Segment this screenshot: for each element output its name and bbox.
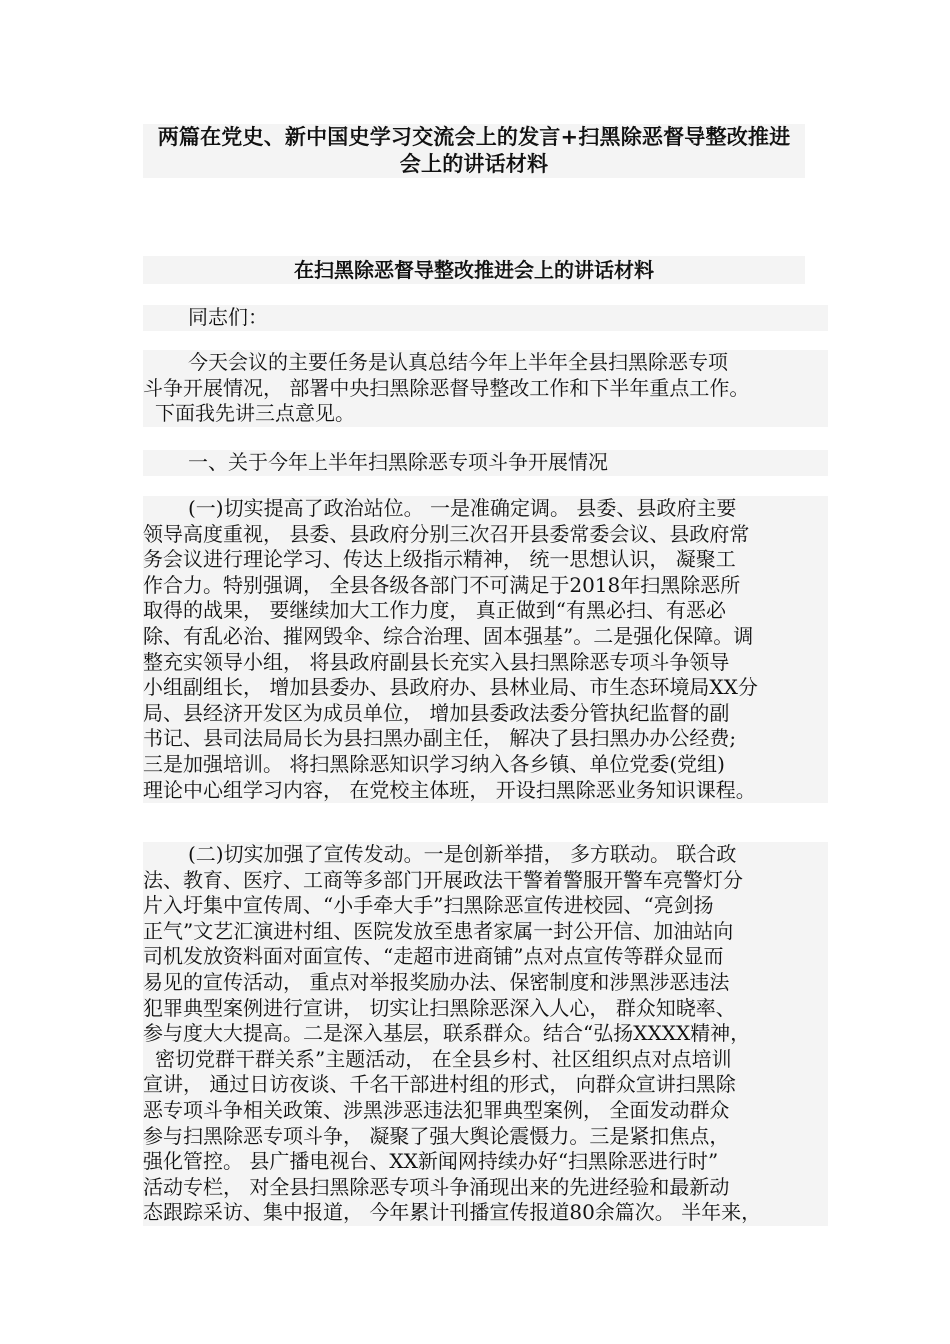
paragraph-line: 犯罪典型案例进行宣讲， 切实让扫黑除恶深入人心， 群众知晓率、 (143, 996, 828, 1022)
section-heading-text: 一、关于今年上半年扫黑除恶专项斗争开展情况 (143, 450, 828, 476)
paragraph-line: 密切党群干群关系”主题活动， 在全县乡村、社区组织点对点培训 (143, 1047, 828, 1073)
paragraph-intro (143, 350, 828, 427)
paragraph-line: 下面我先讲三点意见。 (143, 401, 828, 427)
paragraph-publicity (143, 842, 828, 1226)
document-title (143, 124, 805, 178)
paragraph-line: 理论中心组学习内容， 在党校主体班， 开设扫黑除恶业务知识课程。 (143, 778, 828, 804)
paragraph-line: 小组副组长， 增加县委办、县政府办、县林业局、市生态环境局XX分 (143, 675, 828, 701)
paragraph-line: 取得的战果， 要继续加大工作力度， 真正做到“有黑必扫、有恶必 (143, 598, 828, 624)
paragraph-line: 三是加强培训。 将扫黑除恶知识学习纳入各乡镇、单位党委(党组) (143, 752, 828, 778)
paragraph-line: 易见的宣传活动， 重点对举报奖励办法、保密制度和涉黑涉恶违法 (143, 970, 828, 996)
paragraph-line: 恶专项斗争相关政策、涉黑涉恶违法犯罪典型案例， 全面发动群众 (143, 1098, 828, 1124)
paragraph-line: 司机发放资料面对面宣传、“走超市进商铺”点对点宣传等群众显而 (143, 944, 828, 970)
paragraph-line: 态跟踪采访、集中报道， 今年累计刊播宣传报道80余篇次。 半年来， (143, 1200, 828, 1226)
paragraph-line: 今天会议的主要任务是认真总结今年上半年全县扫黑除恶专项 (143, 350, 828, 376)
section-title: 在扫黑除恶督导整改推进会上的讲话材料 (143, 256, 805, 284)
greeting (143, 305, 828, 331)
paragraph-line: 除、有乱必治、摧网毁伞、综合治理、固本强基”。二是强化保障。调 (143, 624, 828, 650)
paragraph-line: (二)切实加强了宣传发动。一是创新举措， 多方联动。 联合政 (143, 842, 828, 868)
paragraph-line: (一)切实提高了政治站位。 一是准确定调。 县委、县政府主要 (143, 496, 828, 522)
paragraph-line: 片入圩集中宣传周、“小手牵大手”扫黑除恶宣传进校园、“亮剑扬 (143, 893, 828, 919)
document-title-line: 两篇在党史、新中国史学习交流会上的发言+扫黑除恶督导整改推进 (157, 125, 791, 149)
paragraph-political-stance (143, 496, 828, 803)
paragraph-line: 整充实领导小组， 将县政府副县长充实入县扫黑除恶专项斗争领导 (143, 650, 828, 676)
paragraph-line: 参与扫黑除恶专项斗争， 凝聚了强大舆论震慑力。三是紧扣焦点， (143, 1124, 828, 1150)
paragraph-line: 务会议进行理论学习、传达上级指示精神， 统一思想认识， 凝聚工 (143, 547, 828, 573)
paragraph-line: 作合力。特别强调， 全县各级各部门不可满足于2018年扫黑除恶所 (143, 573, 828, 599)
paragraph-line: 局、县经济开发区为成员单位， 增加县委政法委分管执纪监督的副 (143, 701, 828, 727)
paragraph-line: 强化管控。 县广播电视台、XX新闻网持续办好“扫黑除恶进行时” (143, 1149, 828, 1175)
greeting-text: 同志们： (143, 305, 828, 331)
section-heading (143, 450, 828, 476)
document-title-line: 会上的讲话材料 (399, 152, 549, 176)
paragraph-line: 宣讲， 通过日访夜谈、千名干部进村组的形式， 向群众宣讲扫黑除 (143, 1072, 828, 1098)
paragraph-line: 法、教育、医疗、工商等多部门开展政法干警着警服开警车亮警灯分 (143, 868, 828, 894)
paragraph-line: 正气”文艺汇演进村组、医院发放至患者家属一封公开信、加油站向 (143, 919, 828, 945)
paragraph-line: 参与度大大提高。二是深入基层，联系群众。结合“弘扬XXXX精神， (143, 1021, 828, 1047)
paragraph-line: 领导高度重视， 县委、县政府分别三次召开县委常委会议、县政府常 (143, 522, 828, 548)
paragraph-line: 活动专栏， 对全县扫黑除恶专项斗争涌现出来的先进经验和最新动 (143, 1175, 828, 1201)
paragraph-line: 书记、县司法局局长为县扫黑办副主任， 解决了县扫黑办办公经费; (143, 726, 828, 752)
paragraph-line: 斗争开展情况， 部署中央扫黑除恶督导整改工作和下半年重点工作。 (143, 376, 828, 402)
